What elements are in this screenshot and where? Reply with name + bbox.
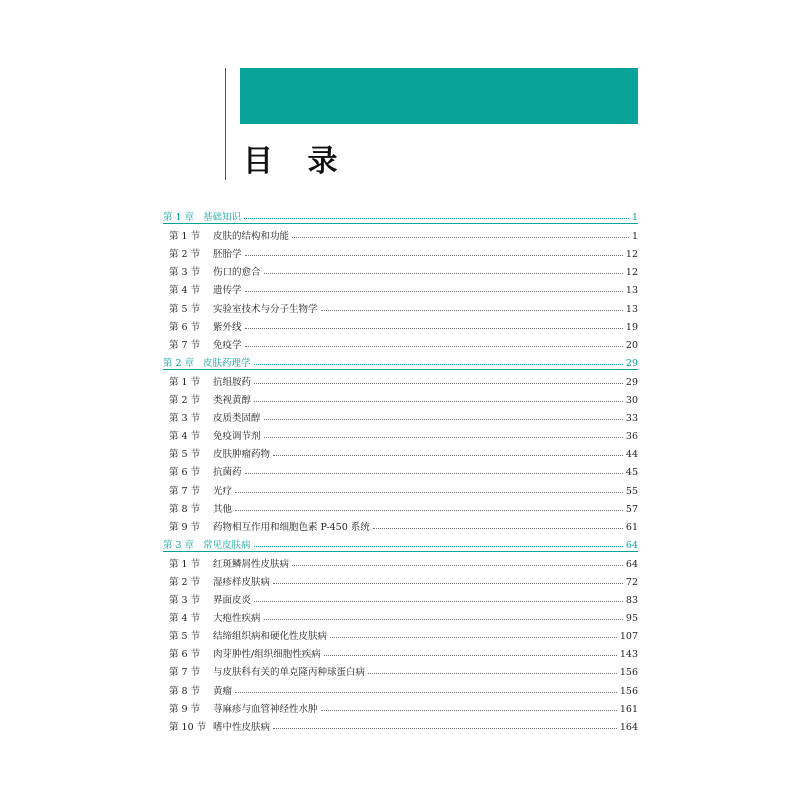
dot-leader xyxy=(273,728,617,729)
toc-entry-number: 第 3 节 xyxy=(169,595,201,607)
toc-entry-title: 肉芽肿性/组织细胞性疾病 xyxy=(213,649,321,661)
toc-section-row xyxy=(163,570,638,588)
toc-entry-page: 72 xyxy=(625,576,638,588)
dot-leader xyxy=(254,383,623,384)
toc-entry-number: 第 2 节 xyxy=(169,576,201,588)
toc-section-row xyxy=(163,642,638,660)
toc-entry-title: 与皮肤科有关的单克隆丙种球蛋白病 xyxy=(213,667,366,679)
toc-entry-number: 第 2 节 xyxy=(169,249,201,261)
toc-entry-page: 64 xyxy=(625,558,638,570)
dot-leader xyxy=(324,655,617,656)
dot-leader xyxy=(235,692,617,693)
toc-entry-number: 第 5 节 xyxy=(169,449,201,461)
toc-entry-page: 57 xyxy=(625,503,638,515)
dot-leader xyxy=(292,565,623,566)
toc-entry-page: 36 xyxy=(625,431,638,443)
toc-section-row xyxy=(163,624,638,642)
toc-entry-number: 第 8 节 xyxy=(169,503,201,515)
toc-entry-page: 156 xyxy=(619,667,638,679)
toc-section-row xyxy=(163,478,638,496)
toc-entry-page: 29 xyxy=(625,376,638,388)
toc-entry-page: 13 xyxy=(625,303,638,315)
dot-leader xyxy=(321,710,617,711)
toc-entry-page: 20 xyxy=(625,339,638,351)
toc-entry-number: 第 3 节 xyxy=(169,267,201,279)
toc-section-row xyxy=(163,296,638,314)
toc-section-row xyxy=(163,606,638,624)
toc-entry-title: 遗传学 xyxy=(213,285,242,297)
toc-entry-page: 12 xyxy=(625,249,638,261)
toc-entry-page: 161 xyxy=(619,703,638,715)
toc-entry-title: 红斑鳞屑性皮肤病 xyxy=(213,558,290,570)
dot-leader xyxy=(273,583,623,584)
toc-entry-title: 实验室技术与分子生物学 xyxy=(213,303,318,315)
toc-entry-page: 1 xyxy=(631,212,638,224)
toc-entry-page: 143 xyxy=(619,649,638,661)
toc-section-row xyxy=(163,315,638,333)
toc-entry-number: 第 10 节 xyxy=(169,721,207,733)
toc-entry-page: 156 xyxy=(619,685,638,697)
toc-chapter-row xyxy=(163,205,638,224)
toc-entry-page: 12 xyxy=(625,267,638,279)
toc-entry-title: 皮肤药理学 xyxy=(203,357,251,369)
toc-chapter-row xyxy=(163,533,638,552)
toc-entry-title: 黄瘤 xyxy=(213,685,233,697)
toc-section-row xyxy=(163,388,638,406)
toc-entry-title: 药物相互作用和细胞色素 P-450 系统 xyxy=(213,521,370,533)
toc-entry-title: 界面皮炎 xyxy=(213,595,252,607)
toc-entry-page: 45 xyxy=(625,467,638,479)
dot-leader xyxy=(245,291,623,292)
toc-entry-title: 免疫学 xyxy=(213,339,242,351)
toc-entry-number: 第 1 节 xyxy=(169,376,201,388)
toc-entry-number: 第 9 节 xyxy=(169,521,201,533)
toc-entry-title: 结缔组织病和硬化性皮肤病 xyxy=(213,631,328,643)
toc-entry-number: 第 3 节 xyxy=(169,413,201,425)
dot-leader xyxy=(292,237,629,238)
dot-leader xyxy=(264,437,623,438)
toc-entry-number: 第 5 节 xyxy=(169,631,201,643)
header-color-band xyxy=(240,68,638,124)
dot-leader xyxy=(254,364,623,365)
dot-leader xyxy=(235,492,623,493)
toc-section-row xyxy=(163,442,638,460)
toc-section-row xyxy=(163,460,638,478)
toc-section-row xyxy=(163,715,638,733)
toc-entry-title: 紫外线 xyxy=(213,321,242,333)
table-of-contents xyxy=(163,205,638,733)
title-vertical-rule xyxy=(225,68,226,180)
toc-entry-number: 第 5 节 xyxy=(169,303,201,315)
toc-section-row xyxy=(163,497,638,515)
toc-section-row xyxy=(163,260,638,278)
dot-leader xyxy=(254,601,623,602)
toc-entry-page: 83 xyxy=(625,595,638,607)
toc-entry-title: 大疱性疾病 xyxy=(213,613,261,625)
toc-entry-page: 55 xyxy=(625,485,638,497)
toc-entry-title: 抗组胺药 xyxy=(213,376,252,388)
toc-entry-title: 免疫调节剂 xyxy=(213,431,261,443)
toc-entry-number: 第 6 节 xyxy=(169,321,201,333)
toc-entry-number: 第 4 节 xyxy=(169,613,201,625)
toc-entry-title: 抗菌药 xyxy=(213,467,242,479)
toc-entry-number: 第 2 节 xyxy=(169,395,201,407)
toc-entry-title: 伤口的愈合 xyxy=(213,267,261,279)
toc-entry-title: 皮肤肿瘤药物 xyxy=(213,449,271,461)
dot-leader xyxy=(321,310,623,311)
dot-leader xyxy=(254,546,623,547)
toc-entry-page: 1 xyxy=(631,231,638,243)
toc-entry-number: 第 8 节 xyxy=(169,685,201,697)
toc-entry-page: 95 xyxy=(625,613,638,625)
toc-entry-title: 类视黄醇 xyxy=(213,395,252,407)
dot-leader xyxy=(264,619,623,620)
toc-entry-page: 29 xyxy=(625,357,638,369)
toc-section-row xyxy=(163,424,638,442)
toc-section-row xyxy=(163,242,638,260)
toc-section-row xyxy=(163,333,638,351)
toc-entry-page: 44 xyxy=(625,449,638,461)
toc-entry-page: 164 xyxy=(619,721,638,733)
toc-entry-page: 13 xyxy=(625,285,638,297)
toc-section-row xyxy=(163,588,638,606)
toc-entry-number: 第 7 节 xyxy=(169,667,201,679)
toc-entry-title: 嗜中性皮肤病 xyxy=(213,721,271,733)
toc-entry-page: 107 xyxy=(619,631,638,643)
toc-entry-number: 第 1 节 xyxy=(169,558,201,570)
toc-section-row xyxy=(163,370,638,388)
toc-section-row xyxy=(163,660,638,678)
dot-leader xyxy=(254,401,623,402)
dot-leader xyxy=(245,328,623,329)
toc-entry-number: 第 9 节 xyxy=(169,703,201,715)
dot-leader xyxy=(245,255,623,256)
dot-leader xyxy=(235,510,623,511)
toc-entry-title: 胚胎学 xyxy=(213,249,242,261)
toc-entry-page: 30 xyxy=(625,395,638,407)
toc-entry-title: 光疗 xyxy=(213,485,233,497)
toc-entry-number: 第 6 节 xyxy=(169,649,201,661)
toc-entry-page: 33 xyxy=(625,413,638,425)
toc-section-row xyxy=(163,552,638,570)
toc-section-row xyxy=(163,515,638,533)
toc-entry-title: 皮质类固醇 xyxy=(213,413,261,425)
dot-leader xyxy=(244,218,629,219)
toc-entry-number: 第 4 节 xyxy=(169,431,201,443)
toc-entry-number: 第 3 章 xyxy=(163,539,195,551)
toc-entry-number: 第 6 节 xyxy=(169,467,201,479)
toc-entry-number: 第 4 节 xyxy=(169,285,201,297)
toc-entry-number: 第 2 章 xyxy=(163,357,195,369)
toc-entry-page: 64 xyxy=(625,539,638,551)
toc-entry-number: 第 1 节 xyxy=(169,231,201,243)
toc-entry-title: 其他 xyxy=(213,503,233,515)
toc-section-row xyxy=(163,406,638,424)
toc-section-row xyxy=(163,224,638,242)
toc-section-row xyxy=(163,678,638,696)
toc-chapter-row xyxy=(163,351,638,370)
toc-entry-number: 第 1 章 xyxy=(163,212,195,224)
toc-entry-title: 常见皮肤病 xyxy=(203,539,251,551)
dot-leader xyxy=(264,273,623,274)
toc-entry-page: 19 xyxy=(625,321,638,333)
toc-entry-title: 基础知识 xyxy=(203,212,242,224)
toc-entry-page: 61 xyxy=(625,521,638,533)
toc-entry-title: 皮肤的结构和功能 xyxy=(213,231,290,243)
dot-leader xyxy=(330,637,617,638)
toc-entry-title: 湿疹样皮肤病 xyxy=(213,576,271,588)
toc-section-row xyxy=(163,278,638,296)
dot-leader xyxy=(368,673,617,674)
toc-entry-title: 荨麻疹与血管神经性水肿 xyxy=(213,703,318,715)
dot-leader xyxy=(273,455,623,456)
toc-section-row xyxy=(163,697,638,715)
dot-leader xyxy=(245,473,623,474)
toc-entry-number: 第 7 节 xyxy=(169,485,201,497)
toc-entry-number: 第 7 节 xyxy=(169,339,201,351)
page-title: 目 录 xyxy=(243,144,350,179)
dot-leader xyxy=(264,419,623,420)
dot-leader xyxy=(373,528,623,529)
dot-leader xyxy=(245,346,623,347)
